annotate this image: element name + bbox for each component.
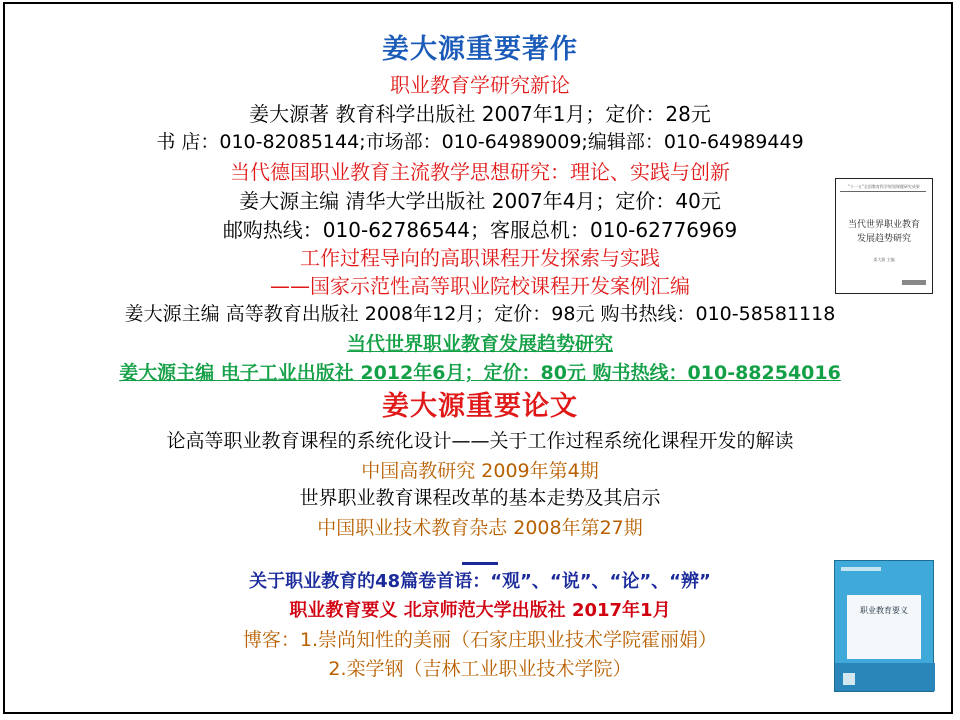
book4-info: 姜大源主编 电子工业出版社 2012年6月；定价：80元 购书热线：010-88254016 <box>119 362 841 384</box>
book2-phones: 邮购热线：010-62786544；客服总机：010-62776969 <box>222 218 738 242</box>
cover1-title-line2: 发展趋势研究 <box>856 234 911 244</box>
book-cover-world-trends <box>835 178 933 294</box>
cover2-header-bar <box>841 567 881 571</box>
book-cover-essentials <box>834 560 934 692</box>
cover1-title-line1: 当代世界职业教育 <box>847 220 920 230</box>
book2-title: 当代德国职业教育主流教学思想研究：理论、实践与创新 <box>230 160 730 184</box>
cover1-author: 姜大源 主编 <box>873 257 895 262</box>
cover2-title-panel <box>847 595 921 659</box>
cover1-small-top: "十一五"全国教育科学规划课题研究成果 <box>848 184 920 189</box>
cover2-title: 职业教育要义 <box>860 606 908 615</box>
publisher-logo <box>902 280 926 285</box>
publisher-logo-2 <box>843 673 855 685</box>
book2-info: 姜大源主编 清华大学出版社 2007年4月；定价：40元 <box>239 189 721 213</box>
separator-dash <box>462 562 498 565</box>
book1-info: 姜大源著 教育科学出版社 2007年1月；定价：28元 <box>249 102 711 126</box>
paper1-source: 中国高教研究 2009年第4期 <box>361 460 599 482</box>
book1-phones: 书 店：010-82085144;市场部：010-64989009;编辑部：010-64989449 <box>156 131 804 153</box>
paper1-title: 论高等职业教育课程的系统化设计——关于工作过程系统化课程开发的解读 <box>166 430 794 452</box>
cover1-rule <box>840 191 926 192</box>
blog-line2: 2.栾学钢（吉林工业职业技术学院） <box>328 658 632 680</box>
blog-line1: 博客：1.崇尚知性的美丽（石家庄职业技术学院霍丽娟） <box>242 629 718 651</box>
book1-title: 职业教育学研究新论 <box>390 73 570 97</box>
book5-title: 关于职业教育的48篇卷首语：“观”、“说”、“论”、“辨” <box>249 571 711 592</box>
book3-info: 姜大源主编 高等教育出版社 2008年12月；定价：98元 购书热线：010-58581118 <box>124 303 836 325</box>
slide-frame <box>3 2 953 714</box>
paper2-title: 世界职业教育课程改革的基本走势及其启示 <box>299 487 661 509</box>
book4-title: 当代世界职业教育发展趋势研究 <box>346 333 613 355</box>
book3-subtitle: ——国家示范性高等职业院校课程开发案例汇编 <box>270 274 690 298</box>
paper2-source: 中国职业技术教育杂志 2008年第27期 <box>317 517 643 539</box>
heading-papers: 姜大源重要论文 <box>382 391 578 422</box>
book5-info: 职业教育要义 北京师范大学出版社 2017年1月 <box>289 600 671 621</box>
heading-works: 姜大源重要著作 <box>382 34 578 65</box>
book3-title: 工作过程导向的高职课程开发探索与实践 <box>300 246 660 270</box>
